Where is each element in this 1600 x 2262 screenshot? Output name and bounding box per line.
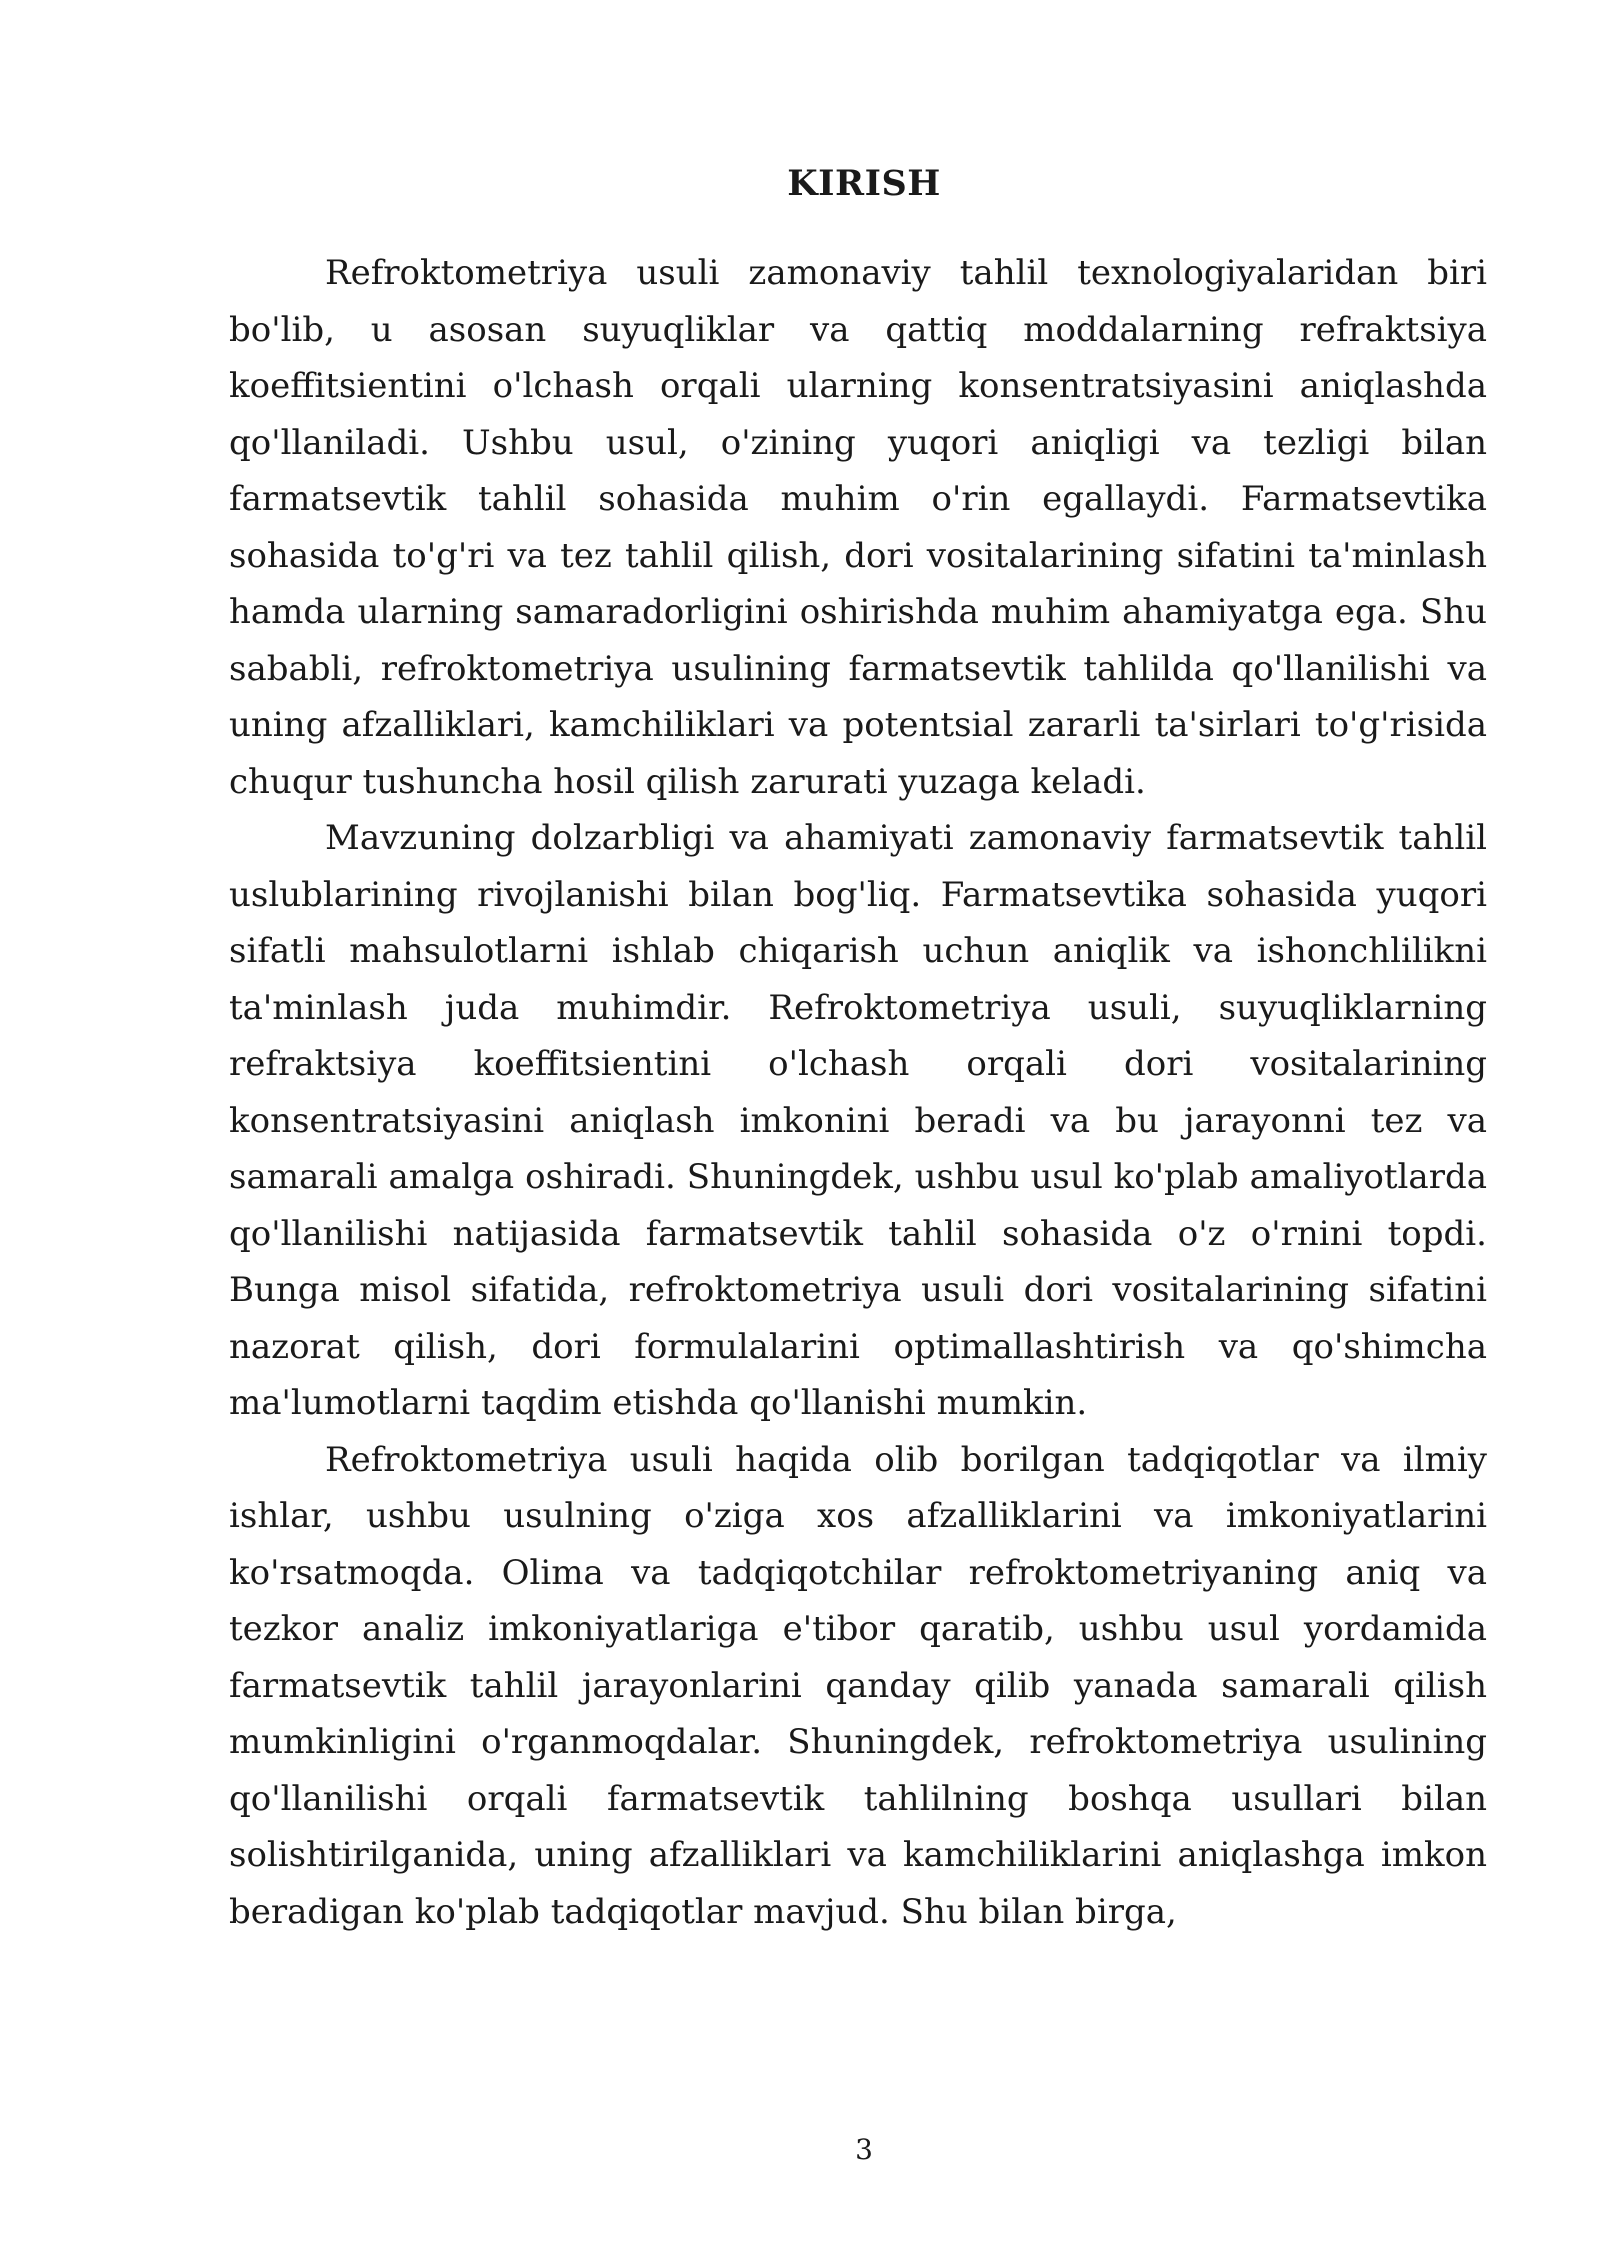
paragraph-2: Mavzuning dolzarbligi va ahamiyati zamonaviy farmatsevtik tahlil uslublarining rivojlanishi bilan bog'liq. Farmatsevtika sohasida yuqori sifatli mahsulotlarni ishlab chiqarish uchun aniqlik va ishonchlilikni ta'minlash juda muhimdir. Refroktometriya usuli, suyuqliklarning refraktsiya koeffitsientini o'lchash orqali dori vositalarining konsentratsiyasini aniqlash imkonini beradi va bu jarayonni tez va samarali amalga oshiradi. Shuningdek, ushbu usul ko'plab amaliyotlarda qo'llanilishi natijasida farmatsevtik tahlil sohasida o'z o'rnini topdi. Bunga misol sifatida, refroktometriya usuli dori vositalarining sifatini nazorat qilish, dori formulalarini optimallashtirish va qo'shimcha ma'lumotlarni taqdim etishda qo'llanishi mumkin. [229,818,1487,1423]
section-heading: KIRISH [787,163,941,204]
body-text [229,245,1487,1940]
paragraph-3: Refroktometriya usuli haqida olib borilgan tadqiqotlar va ilmiy ishlar, ushbu usulning o'ziga xos afzalliklarini va imkoniyatlarini ko'rsatmoqda. Olima va tadqiqotchilar refroktometriyaning aniq va tezkor analiz imkoniyatlariga e'tibor qaratib, ushbu usul yordamida farmatsevtik tahlil jarayonlarini qanday qilib yanada samarali qilish mumkinligini o'rganmoqdalar. Shuningdek, refroktometriya usulining qo'llanilishi orqali farmatsevtik tahlilning boshqa usullari bilan solishtirilganida, uning afzalliklari va kamchiliklarini aniqlashga imkon beradigan ko'plab tadqiqotlar mavjud. Shu bilan birga, [229,1439,1487,1932]
paragraph-1: Refroktometriya usuli zamonaviy tahlil texnologiyalaridan biri bo'lib, u asosan suyuqliklar va qattiq moddalarning refraktsiya koeffitsientini o'lchash orqali ularning konsentratsiyasini aniqlashda qo'llaniladi. Ushbu usul, o'zining yuqori aniqligi va tezligi bilan farmatsevtik tahlil sohasida muhim o'rin egallaydi. Farmatsevtika sohasida to'g'ri va tez tahlil qilish, dori vositalarining sifatini ta'minlash hamda ularning samaradorligini oshirishda muhim ahamiyatga ega. Shu sababli, refroktometriya usulining farmatsevtik tahlilda qo'llanilishi va uning afzalliklari, kamchiliklari va potentsial zararli ta'sirlari to'g'risida chuqur tushuncha hosil qilish zarurati yuzaga keladi. [229,253,1487,802]
page-number: 3 [855,2133,873,2166]
